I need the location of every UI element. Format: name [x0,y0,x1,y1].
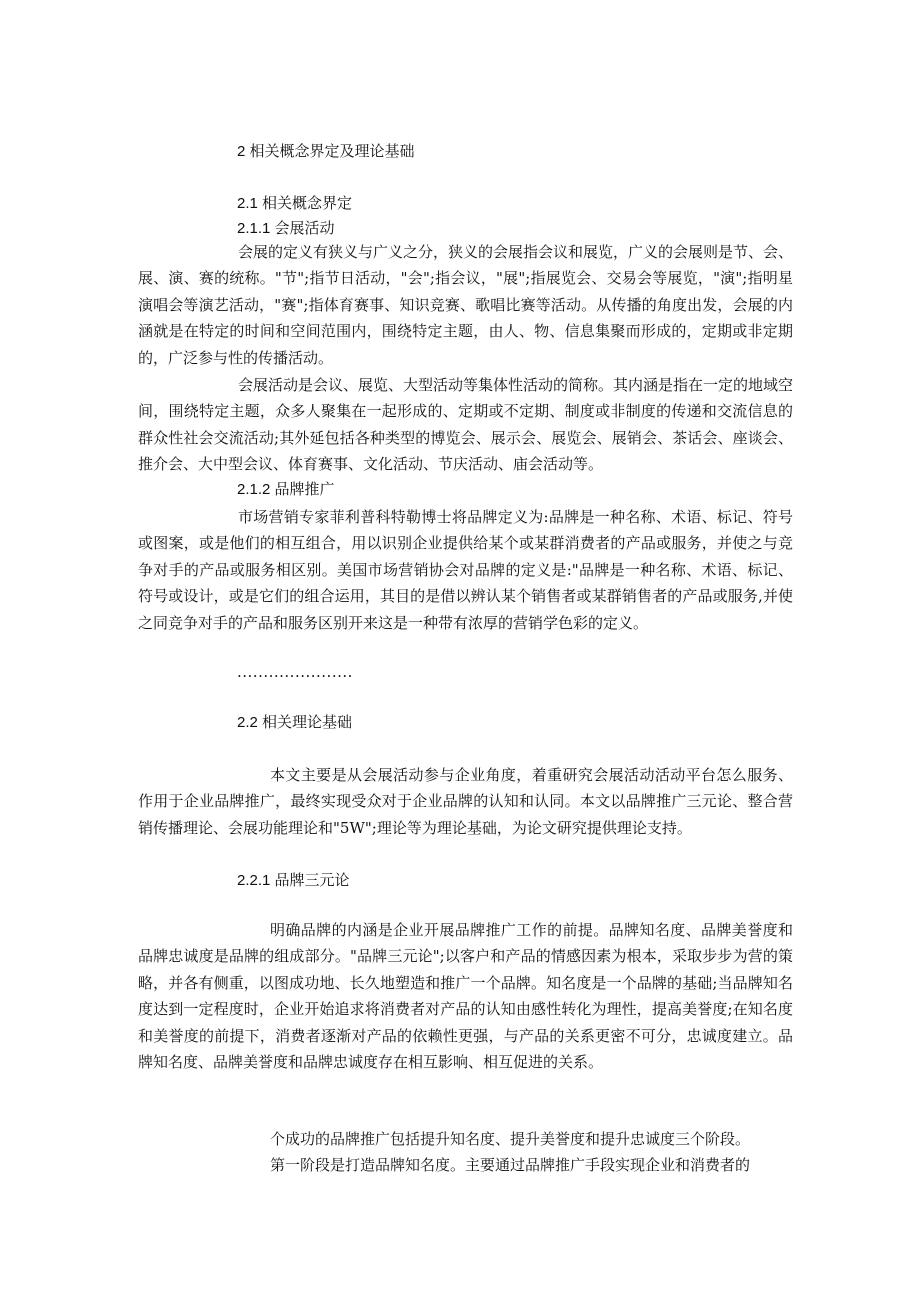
paragraph-theory-basis: 本文主要是从会展活动参与企业角度，着重研究会展活动活动平台怎么服务、作用于企业品牌推广，最终实现受众对于企业品牌的认知和认同。本文以品牌推广三元论、整合营销传播理论、会展功能理论和"5W";理论等为理论基础，为论文研究提供理论支持。 [138,766,793,837]
subsection-heading: 2.1 相关概念界定 [237,195,353,212]
paragraph-exhibition-definition: 会展的定义有狭义与广义之分，狭义的会展指会议和展览，广义的会展则是节、会、展、演、赛的统称。"节";指节日活动，"会";指会议，"展";指展览会、交易会等展览，"演";指明星演唱会等演艺活动，"赛";指体育赛事、知识竞赛、歌唱比赛等活动。从传播的角度出发，会展的内涵就是在特定的时间和空间范围内，围绕特定主题，由人、物、信息集聚而形成的，定期或非定期的，广泛参与性的传播活动。 [138,243,794,367]
paragraph-three-stages: 个成功的品牌推广包括提升知名度、提升美誉度和提升忠诚度三个阶段。 [270,1130,751,1148]
subsection-heading: 2.2 相关理论基础 [237,714,353,731]
paragraph-brand-definition: 市场营销专家菲利普科特勒博士将品牌定义为:品牌是一种名称、术语、标记、符号或图案，或是他们的相互组合，用以识别企业提供给某个或某群消费者的产品或服务，并使之与竞争对手的产品或服务相区别。美国市场营销协会对品牌的定义是:"品牌是一种名称、术语、标记、符号或设计，或是它们的组合运用，其目的是借以辨认某个销售者或某群销售者的产品或服务,并使之同竞争对手的产品和服务区别开来这是一种带有浓厚的营销学色彩的定义。 [138,508,793,632]
paragraph-exhibition-activity: 会展活动是会议、展览、大型活动等集体性活动的简称。其内涵是指在一定的地域空间，围绕特定主题，众多人聚集在一起形成的、定期或不定期、制度或非制度的传递和交流信息的群众性社会交流活动;其外延包括各种类型的博览会、展示会、展览会、展销会、茶话会、座谈会、推介会、大中型会议、体育赛事、文化活动、节庆活动、庙会活动等。 [138,376,794,474]
subsubsection-heading: 2.2.1 品牌三元论 [237,872,350,889]
paragraph-stage-one: 第一阶段是打造品牌知名度。主要通过品牌推广手段实现企业和消费者的 [270,1156,751,1174]
subsubsection-heading: 2.1.1 会展活动 [237,220,335,237]
section-heading: 2 相关概念界定及理论基础 [237,143,415,160]
subsubsection-heading: 2.1.2 品牌推广 [237,481,335,498]
ellipsis-divider: ...................... [237,663,353,681]
paragraph-brand-trinity: 明确品牌的内涵是企业开展品牌推广工作的前提。品牌知名度、品牌美誉度和品牌忠诚度是品牌的组成部分。"品牌三元论";以客户和产品的情感因素为根本，采取步步为营的策略，并各有侧重，以图成功地、长久地塑造和推广一个品牌。知名度是一个品牌的基础;当品牌知名度达到一定程度时，企业开始追求将消费者对产品的认知由感性转化为理性，提高美誉度;在知名度和美誉度的前提下，消费者逐渐对产品的依赖性更强，与产品的关系更密不可分，忠诚度建立。品牌知名度、品牌美誉度和品牌忠诚度存在相互影响、相互促进的关系。 [138,921,793,1072]
